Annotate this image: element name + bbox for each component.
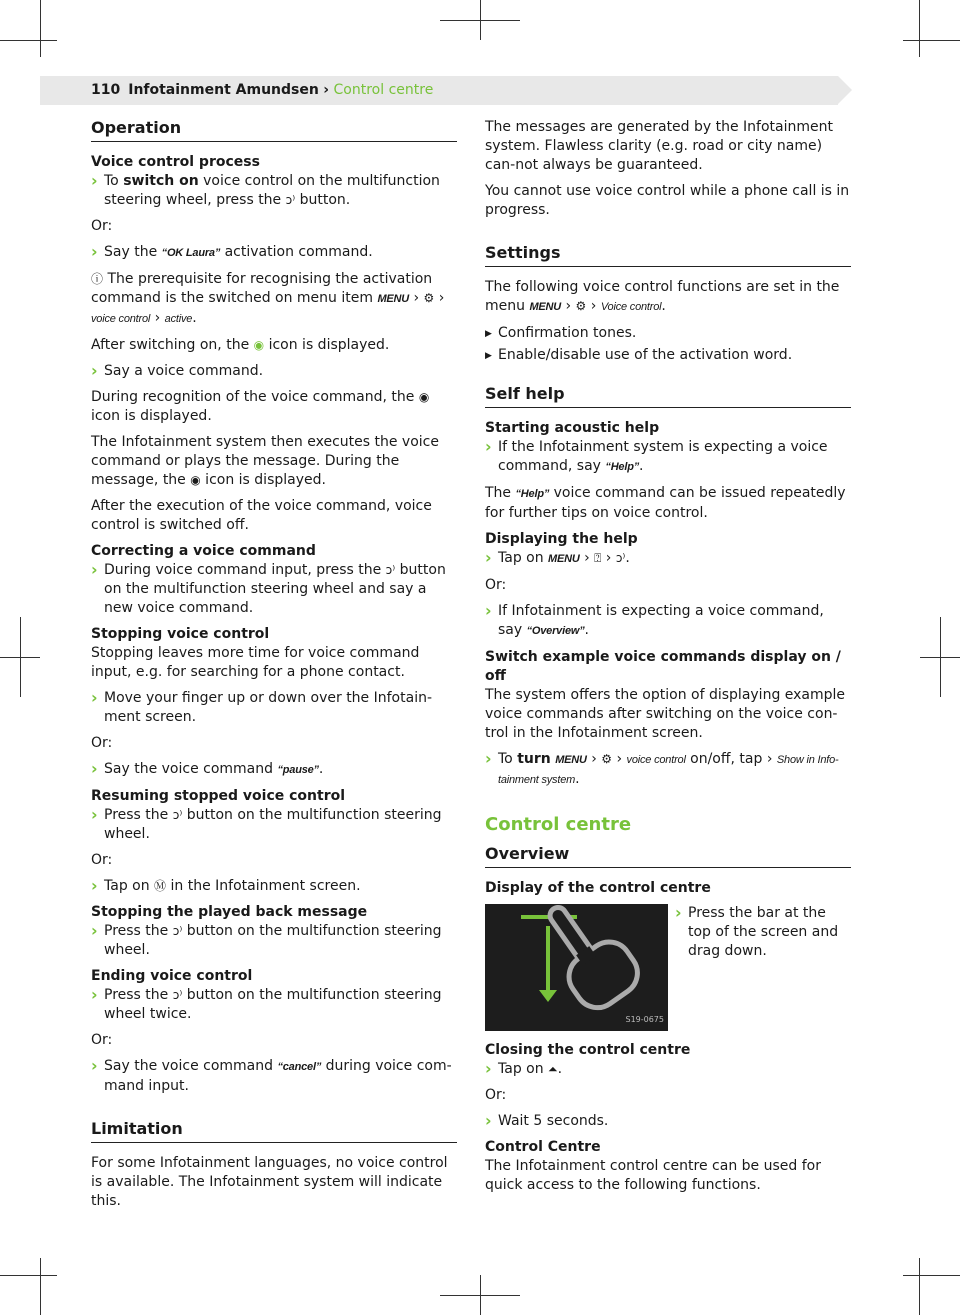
voice-button-icon: ↄ⁾ — [172, 988, 183, 1002]
breadcrumb-separator: › — [323, 82, 330, 98]
list-item: › To switch on voice control on the multifunction steering wheel, press the ↄ⁾ button. — [91, 172, 457, 210]
heading-limitation: Limitation — [91, 1119, 457, 1143]
or-text: Or: — [91, 1032, 113, 1048]
paragraph: The Infotainment system then executes the voice command or plays the message. During the message, the ◉ icon is displayed. — [91, 434, 439, 488]
list-item: › Say the “OK Laura” activation command. — [91, 243, 457, 263]
settings-icon: ⚙ — [601, 752, 613, 766]
info-icon: ⓘ — [91, 272, 104, 286]
subsection-title: Control centre — [333, 82, 434, 98]
crop-mark — [0, 1275, 57, 1276]
list-item: › Press the ↄ⁾ button on the multifunction steering wheel. — [91, 922, 457, 960]
paragraph: During recognition of the voice command, the ◉ icon is displayed. — [91, 389, 430, 424]
heading-operation: Operation — [91, 118, 457, 142]
subheading: Display of the control centre — [485, 880, 711, 896]
paragraph: You cannot use voice control while a phone call is in progress. — [485, 183, 850, 218]
paragraph: After the execution of the voice command, voice control is switched off. — [91, 498, 432, 533]
list-item: › Press the ↄ⁾ button on the multifunction steering wheel twice. — [91, 986, 457, 1024]
help-icon: ⍰ — [594, 551, 602, 565]
left-column — [91, 118, 457, 1218]
subheading: Voice control process — [91, 154, 260, 170]
correcting-block — [91, 542, 457, 618]
paragraph: The Infotainment control centre can be used for quick access to the following functions. — [485, 1158, 821, 1193]
voice-help-icon: ↄ⁾ — [615, 551, 626, 565]
list-item: › To turn MENU › ⚙ › voice control on/off, tap › Show in Info-tainment system. — [485, 750, 851, 790]
display-help-block — [485, 530, 851, 569]
list-item: › Tap on MENU › ⍰ › ↄ⁾. — [485, 549, 851, 569]
crop-mark — [480, 1275, 481, 1315]
or-text: Or: — [91, 218, 113, 234]
subheading: Stopping voice control — [91, 626, 270, 642]
list-item: › Wait 5 seconds. — [485, 1112, 851, 1131]
crop-mark — [919, 0, 920, 57]
paragraph: For some Infotainment languages, no voice control is available. The Infotainment system will indicate this. — [91, 1155, 448, 1209]
paragraph: The following voice control functions are set in the menu MENU › ⚙ › Voice control. — [485, 279, 840, 314]
figure-code: S19-0675 — [625, 1015, 664, 1024]
voice-active-icon: ◉ — [253, 338, 265, 352]
crop-mark — [40, 1258, 41, 1315]
list-item: › Tap on ⏶. — [485, 1060, 851, 1079]
stop-message-block — [91, 903, 457, 960]
paragraph: Stopping leaves more time for voice command input, e.g. for searching for a phone contact. — [91, 645, 420, 680]
list-item: › Say the voice command “cancel” during voice com-mand input. — [91, 1057, 457, 1096]
list-item: › Move your finger up or down over the Infotain-ment screen. — [91, 689, 457, 727]
crop-mark — [0, 40, 57, 41]
or-text: Or: — [485, 577, 507, 593]
voice-button-icon: ↄ⁾ — [285, 193, 296, 207]
resume-icon: Ⓜ — [154, 879, 167, 893]
paragraph: The messages are generated by the Infotainment system. Flawless clarity (e.g. road or city name) can-not always be guaranteed. — [485, 119, 833, 173]
info-note: ⓘ The prerequisite for recognising the activation command is the switched on menu item MENU › ⚙ › voice control › active. — [91, 271, 445, 326]
subheading: Resuming stopped voice control — [91, 788, 346, 804]
or-text: Or: — [485, 1087, 507, 1103]
list-item: ▶ Enable/disable use of the activation word. — [485, 346, 851, 365]
subheading: Ending voice control — [91, 968, 253, 984]
subheading: Displaying the help — [485, 531, 638, 547]
paragraph: After switching on, the ◉ icon is displayed. — [91, 337, 390, 353]
message-icon: ◉ — [190, 473, 201, 487]
list-item: › Press the ↄ⁾ button on the multifunction steering wheel. — [91, 806, 457, 844]
list-item: › Tap on Ⓜ in the Infotainment screen. — [91, 877, 457, 896]
figure-instruction — [675, 904, 851, 1031]
switch-examples-block — [485, 648, 851, 743]
list-item: › During voice command input, press the ↄ⁾ button on the multifunction steering wheel and say a new voice command. — [91, 561, 457, 618]
heading-overview: Overview — [485, 844, 851, 868]
closing-block — [485, 1041, 851, 1079]
subheading: Control Centre — [485, 1139, 601, 1155]
control-centre-figure — [485, 904, 668, 1031]
crop-mark — [903, 1275, 960, 1276]
figure-row — [485, 904, 851, 1031]
subheading: Switch example voice commands display on / off — [485, 649, 841, 684]
list-item: › If the Infotainment system is expecting a voice command, say “Help”. — [485, 438, 851, 477]
control-centre-block — [485, 1138, 851, 1195]
ending-block — [91, 967, 457, 1024]
voice-button-icon: ↄ⁾ — [172, 924, 183, 938]
caret-up-icon: ⏶ — [548, 1062, 558, 1076]
list-item: › Say a voice command. — [91, 362, 457, 381]
or-text: Or: — [91, 852, 113, 868]
crop-mark — [480, 0, 481, 40]
paragraph: The system offers the option of displaying example voice commands after switching on the voice con-trol in the Infotainment screen. — [485, 687, 846, 741]
or-text: Or: — [91, 735, 113, 751]
crop-mark — [919, 1258, 920, 1315]
list-item: › Say the voice command “pause”. — [91, 760, 457, 780]
heading-self-help: Self help — [485, 384, 851, 408]
list-item: ▶ Confirmation tones. — [485, 324, 851, 343]
voice-button-icon: ↄ⁾ — [385, 563, 396, 577]
header-arrow — [838, 76, 852, 104]
crop-mark — [40, 0, 41, 57]
crop-mark — [940, 617, 941, 697]
page-header — [91, 81, 433, 99]
recognition-icon: ◉ — [418, 390, 430, 404]
subheading: Stopping the played back message — [91, 904, 368, 920]
section-title: Infotainment Amundsen — [128, 82, 319, 98]
voice-button-icon: ↄ⁾ — [172, 808, 183, 822]
subheading: Correcting a voice command — [91, 543, 316, 559]
page-number: 110 — [91, 82, 121, 98]
heading-settings: Settings — [485, 243, 851, 267]
resuming-block — [91, 787, 457, 844]
settings-icon: ⚙ — [575, 299, 587, 313]
crop-mark — [20, 617, 21, 697]
list-item: › Press the bar at the top of the screen and drag down. — [675, 904, 851, 961]
stopping-block — [91, 625, 457, 682]
paragraph: The “Help” voice command can be issued repeatedly for further tips on voice control. — [485, 485, 846, 521]
acoustic-help-block — [485, 419, 851, 477]
crop-mark — [903, 40, 960, 41]
settings-icon: ⚙ — [423, 291, 435, 305]
subheading: Closing the control centre — [485, 1042, 691, 1058]
list-item: › If Infotainment is expecting a voice command, say “Overview”. — [485, 602, 851, 641]
right-column — [485, 118, 851, 1202]
heading-control-centre: Control centre — [485, 814, 632, 835]
subheading: Starting acoustic help — [485, 420, 660, 436]
voice-control-process — [91, 153, 457, 210]
